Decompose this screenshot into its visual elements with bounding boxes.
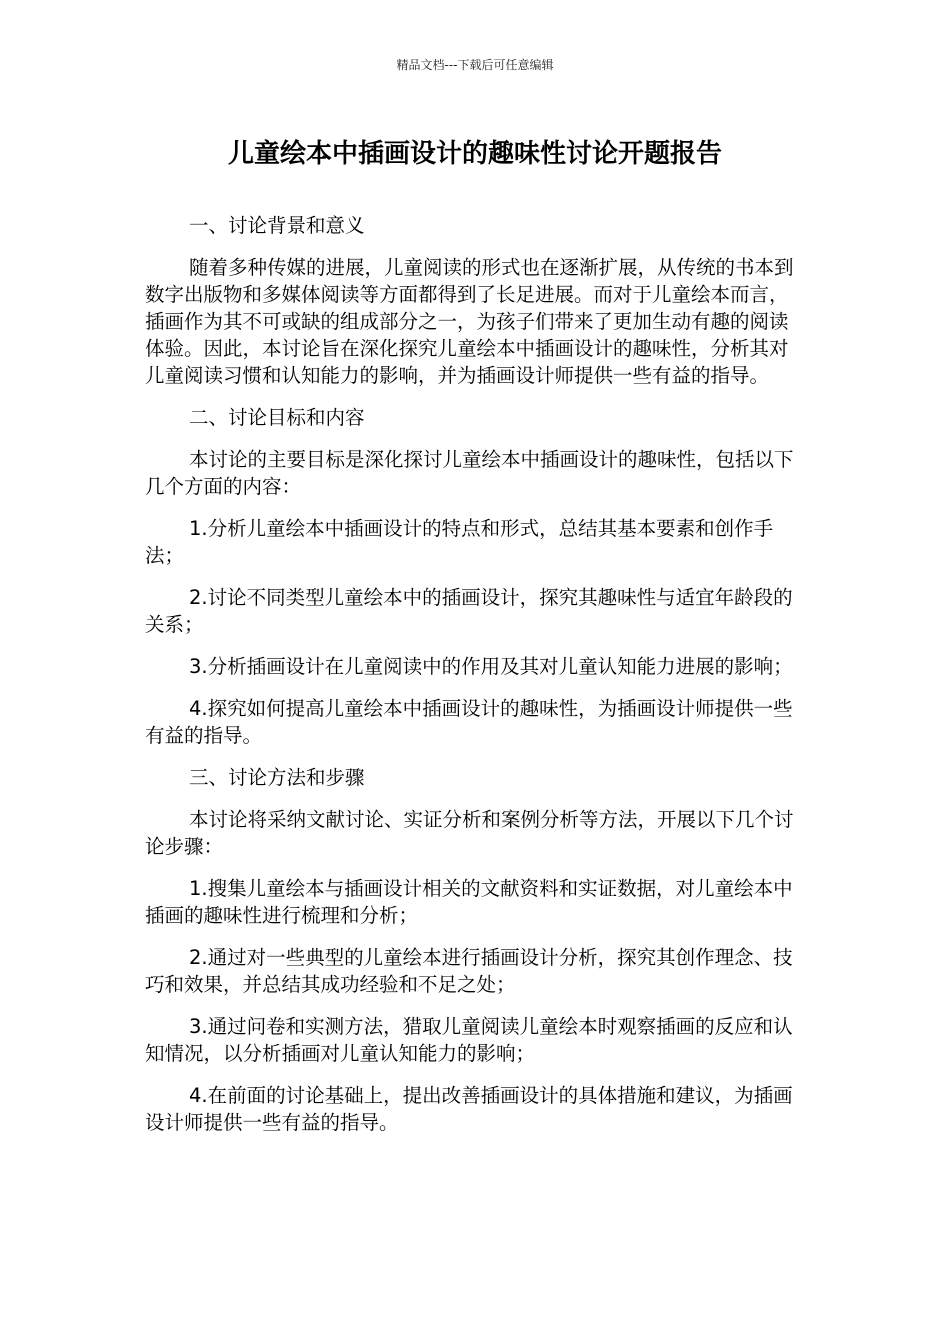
method-step-2: 2.通过对一些典型的儿童绘本进行插画设计分析，探究其创作理念、技巧和效果，并总结其成功经验和不足之处； [145,946,793,996]
section-heading-background: 一、讨论背景和意义 [189,214,365,237]
method-step-3: 3.通过问卷和实测方法，猎取儿童阅读儿童绘本时观察插画的反应和认知情况，以分析插画对儿童认知能力的影响； [145,1015,793,1065]
goal-item-3: 3.分析插画设计在儿童阅读中的作用及其对儿童认知能力进展的影响； [189,655,793,678]
paragraph-background: 随着多种传媒的进展，儿童阅读的形式也在逐渐扩展，从传统的书本到数字出版物和多媒体阅读等方面都得到了长足进展。而对于儿童绘本而言，插画作为其不可或缺的组成部分之一，为孩子们带来了更加生动有趣的阅读体验。因此，本讨论旨在深化探究儿童绘本中插画设计的趣味性，分析其对儿童阅读习惯和认知能力的影响，并为插画设计师提供一些有益的指导。 [145,256,794,387]
document-title: 儿童绘本中插画设计的趣味性讨论开题报告 [227,139,722,169]
method-step-4: 4.在前面的讨论基础上，提出改善插画设计的具体措施和建议，为插画设计师提供一些有益的指导。 [145,1084,793,1134]
goal-item-2: 2.讨论不同类型儿童绘本中的插画设计，探究其趣味性与适宜年龄段的关系； [145,586,793,636]
paragraph-methods-intro: 本讨论将采纳文献讨论、实证分析和案例分析等方法，开展以下几个讨论步骤： [145,808,794,858]
paragraph-goals-intro: 本讨论的主要目标是深化探讨儿童绘本中插画设计的趣味性，包括以下几个方面的内容： [145,448,794,498]
header-note: 精品文档---下载后可任意编辑 [396,58,554,72]
document-body [145,212,805,1151]
goal-item-4: 4.探究如何提高儿童绘本中插画设计的趣味性，为插画设计师提供一些有益的指导。 [145,697,793,747]
method-step-1: 1.搜集儿童绘本与插画设计相关的文献资料和实证数据，对儿童绘本中插画的趣味性进行梳理和分析； [145,877,793,927]
section-heading-goals: 二、讨论目标和内容 [189,406,365,429]
goal-item-1: 1.分析儿童绘本中插画设计的特点和形式，总结其基本要素和创作手法； [145,517,774,567]
section-heading-methods: 三、讨论方法和步骤 [189,766,365,789]
